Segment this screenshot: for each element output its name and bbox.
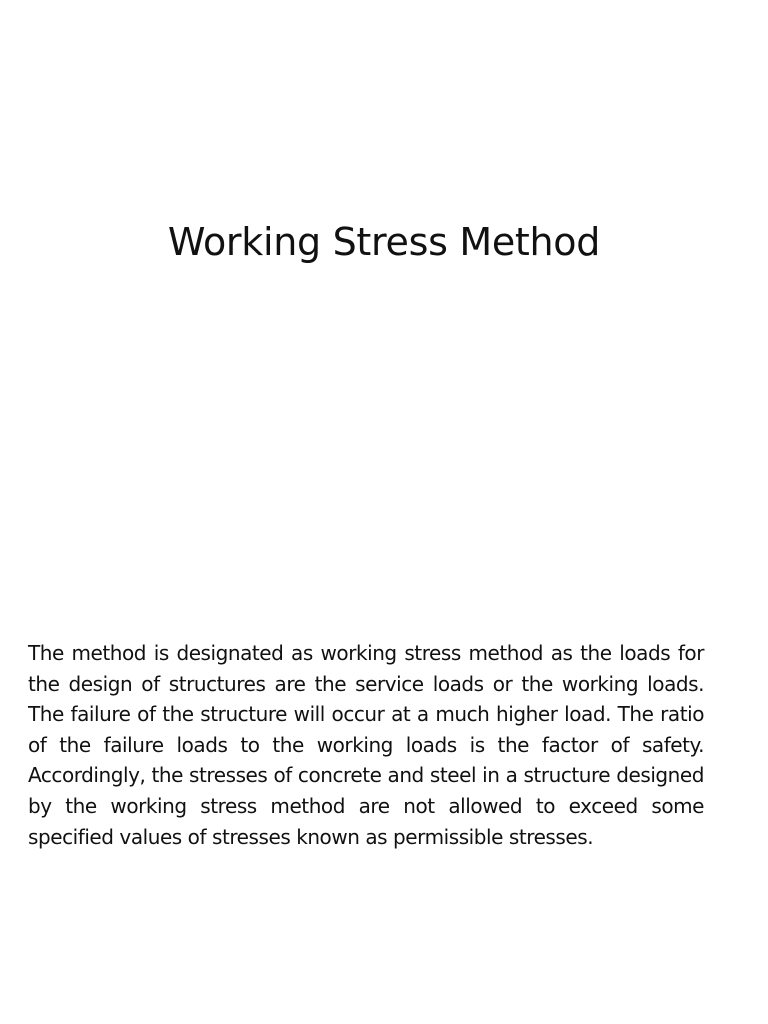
slide-title: Working Stress Method xyxy=(167,220,601,264)
slide-body-paragraph: The method is designated as working stress method as the loads for the design of structures are the service loads or the working loads. The failure of the structure will occur at a much higher load. The ratio of the failure loads to the working loads is the factor of safety. Accordingly, the stresses of concrete and steel in a structure designed by the working stress method are not allowed to exceed some specified values of stresses known as permissible stresses. xyxy=(28,641,704,849)
